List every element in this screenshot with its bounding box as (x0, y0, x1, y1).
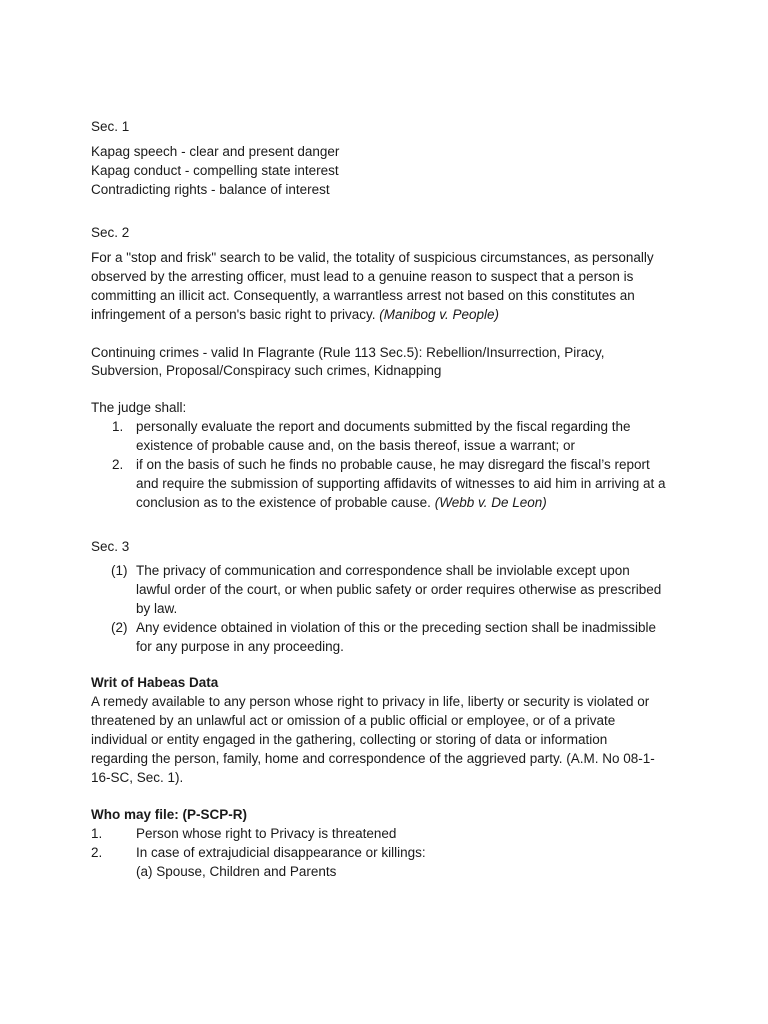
list-number: (1) (111, 563, 128, 578)
habeas-line: regarding the person, family, home and correspondence of the aggrieved party. (A.M. No 08-1- (91, 751, 655, 766)
sec2-heading: Sec. 2 (91, 225, 130, 240)
list-number: 1. (112, 419, 124, 434)
list-number: (2) (111, 620, 128, 635)
sec1-heading: Sec. 1 (91, 119, 130, 134)
continuing-crimes-line: Continuing crimes - valid In Flagrante (Rule 113 Sec.5): Rebellion/Insurrection, Piracy, (91, 345, 605, 360)
habeas-line: threatened by an unlawful act or omission of a public official or employee, or of a private (91, 713, 616, 728)
sec2-para-last-line (91, 305, 499, 324)
list-item-line: and require the submission of supporting affidavits of witnesses to aid him in arriving at a (136, 476, 666, 491)
sec1-line: Kapag speech - clear and present danger (91, 144, 340, 159)
who-heading: Who may file: (P-SCP-R) (91, 807, 248, 822)
habeas-heading: Writ of Habeas Data (91, 675, 219, 690)
sec2-para-line: observed by the arresting officer, must lead to a genuine reason to suspect that a person is (91, 269, 634, 284)
list-item-line: by law. (136, 601, 178, 616)
sub-list-item: (a) Spouse, Children and Parents (136, 864, 337, 879)
habeas-line: 16-SC, Sec. 1). (91, 770, 184, 785)
list-item-line: for any purpose in any proceeding. (136, 639, 344, 654)
sec2-para-line: For a "stop and frisk" search to be valid, the totality of suspicious circumstances, as personally (91, 250, 654, 265)
list-item-line: lawful order of the court, or when public safety or order requires otherwise as prescribed (136, 582, 662, 597)
sec1-line: Contradicting rights - balance of interest (91, 182, 330, 197)
list-number: 1. (91, 826, 103, 841)
case-citation: (Webb v. De Leon) (434, 495, 547, 510)
list-item-line: Any evidence obtained in violation of this or the preceding section shall be inadmissible (136, 620, 657, 635)
list-item-line: conclusion as to the existence of probable cause. (136, 495, 431, 510)
list-item-line: personally evaluate the report and documents submitted by the fiscal regarding the (136, 419, 631, 434)
list-number: 2. (91, 845, 103, 860)
list-item-line: In case of extrajudicial disappearance or killings: (136, 845, 426, 860)
sec1-line: Kapag conduct - compelling state interest (91, 163, 339, 178)
list-item-line: if on the basis of such he finds no probable cause, he may disregard the fiscal’s report (136, 457, 650, 472)
list-item-line: existence of probable cause and, on the basis thereof, issue a warrant; or (136, 438, 576, 453)
list-item-line: The privacy of communication and correspondence shall be inviolable except upon (136, 563, 630, 578)
list-item-last-line (136, 493, 547, 512)
sec2-para-line: infringement of a person's basic right to privacy. (91, 307, 376, 322)
list-number: 2. (112, 457, 124, 472)
case-citation: (Manibog v. People) (379, 307, 500, 322)
sec2-para-line: committing an illicit act. Consequently, a warrantless arrest not based on this constitutes an (91, 288, 635, 303)
sec3-heading: Sec. 3 (91, 539, 130, 554)
judge-intro: The judge shall: (91, 400, 187, 415)
continuing-crimes-line: Subversion, Proposal/Conspiracy such crimes, Kidnapping (91, 363, 442, 378)
habeas-line: A remedy available to any person whose right to privacy in life, liberty or security is violated or (91, 694, 650, 709)
list-item-line: Person whose right to Privacy is threatened (136, 826, 397, 841)
habeas-line: individual or entity engaged in the gathering, collecting or storing of data or information (91, 732, 608, 747)
